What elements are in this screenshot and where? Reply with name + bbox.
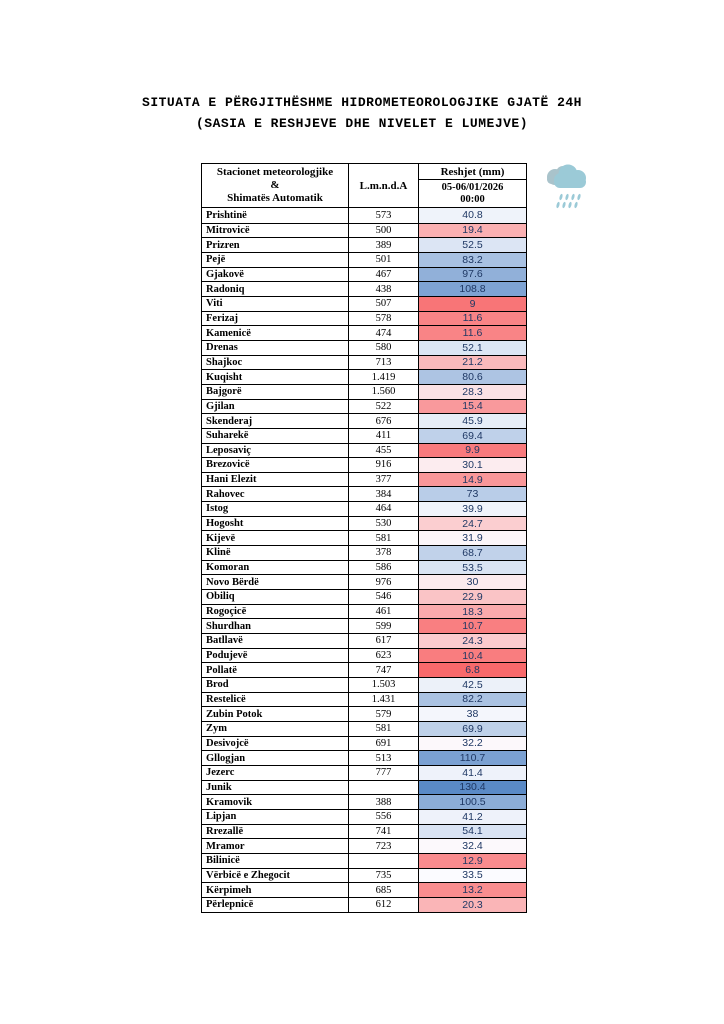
station-name-cell: Leposaviç	[202, 444, 349, 458]
elevation-cell: 378	[349, 546, 419, 560]
elevation-cell: 500	[349, 224, 419, 238]
rainfall-value-cell: 52.1	[419, 341, 526, 355]
table-body	[202, 208, 526, 912]
elevation-cell: 691	[349, 737, 419, 751]
table-row	[202, 853, 526, 868]
station-name-cell: Skenderaj	[202, 414, 349, 428]
rainfall-value-cell: 20.3	[419, 898, 526, 912]
station-name-cell: Rahovec	[202, 487, 349, 501]
table-row	[202, 252, 526, 267]
rainfall-value-cell: 41.4	[419, 766, 526, 780]
elevation-cell: 411	[349, 429, 419, 443]
table-header-row	[202, 164, 526, 208]
station-name-cell: Rrezallë	[202, 825, 349, 839]
table-row	[202, 560, 526, 575]
header-rainfall	[419, 164, 526, 207]
station-name-cell: Bajgorë	[202, 385, 349, 399]
table-row	[202, 413, 526, 428]
station-name-cell: Obiliq	[202, 590, 349, 604]
elevation-cell: 777	[349, 766, 419, 780]
elevation-cell: 916	[349, 458, 419, 472]
table-row	[202, 574, 526, 589]
elevation-cell: 586	[349, 561, 419, 575]
rainfall-value-cell: 28.3	[419, 385, 526, 399]
rainfall-value-cell: 40.8	[419, 208, 526, 223]
station-name-cell: Kërpimeh	[202, 883, 349, 897]
station-name-cell: Klinë	[202, 546, 349, 560]
table-row	[202, 736, 526, 751]
station-name-cell: Gllogjan	[202, 751, 349, 765]
table-row	[202, 223, 526, 238]
elevation-cell: 384	[349, 487, 419, 501]
table-row	[202, 545, 526, 560]
station-name-cell: Zym	[202, 722, 349, 736]
rainfall-value-cell: 11.6	[419, 312, 526, 326]
elevation-cell: 389	[349, 238, 419, 252]
rainfall-value-cell: 10.4	[419, 649, 526, 663]
elevation-cell: 579	[349, 707, 419, 721]
rainfall-value-cell: 9	[419, 297, 526, 311]
table-row	[202, 589, 526, 604]
table-row	[202, 750, 526, 765]
rainfall-value-cell: 110.7	[419, 751, 526, 765]
rainfall-value-cell: 30	[419, 575, 526, 589]
page-title-line1: SITUATA E PËRGJITHËSHME HIDROMETEOROLOGJIKE GJATË 24H	[142, 95, 582, 110]
table-row	[202, 677, 526, 692]
rainfall-value-cell: 39.9	[419, 502, 526, 516]
station-name-cell: Prizren	[202, 238, 349, 252]
elevation-cell	[349, 854, 419, 868]
elevation-cell: 723	[349, 839, 419, 853]
table-row	[202, 838, 526, 853]
elevation-cell: 1.419	[349, 370, 419, 384]
station-name-cell: Mramor	[202, 839, 349, 853]
rainfall-value-cell: 73	[419, 487, 526, 501]
rainfall-value-cell: 38	[419, 707, 526, 721]
rainfall-value-cell: 32.2	[419, 737, 526, 751]
elevation-cell: 377	[349, 473, 419, 487]
table-row	[202, 399, 526, 414]
page-title	[0, 92, 724, 134]
table-row	[202, 237, 526, 252]
station-name-cell: Bilinicë	[202, 854, 349, 868]
table-row	[202, 706, 526, 721]
rainfall-value-cell: 83.2	[419, 253, 526, 267]
table-row	[202, 208, 526, 223]
station-name-cell: Përlepnicë	[202, 898, 349, 912]
elevation-cell: 623	[349, 649, 419, 663]
station-name-cell: Vërbicë e Zhegocit	[202, 869, 349, 883]
rainfall-value-cell: 69.9	[419, 722, 526, 736]
elevation-cell: 581	[349, 531, 419, 545]
station-name-cell: Desivojcë	[202, 737, 349, 751]
elevation-cell: 461	[349, 605, 419, 619]
station-name-cell: Restelicë	[202, 693, 349, 707]
table-row	[202, 486, 526, 501]
elevation-cell: 573	[349, 208, 419, 223]
elevation-cell: 612	[349, 898, 419, 912]
table-row	[202, 325, 526, 340]
table-row	[202, 267, 526, 282]
elevation-cell: 741	[349, 825, 419, 839]
station-name-cell: Pollatë	[202, 663, 349, 677]
station-name-cell: Shurdhan	[202, 619, 349, 633]
header-rainfall-title: Reshjet (mm)	[419, 164, 526, 180]
elevation-cell: 388	[349, 795, 419, 809]
header-stations	[202, 164, 349, 207]
rainfall-value-cell: 11.6	[419, 326, 526, 340]
rainfall-value-cell: 42.5	[419, 678, 526, 692]
station-name-cell: Kamenicë	[202, 326, 349, 340]
rainfall-value-cell: 6.8	[419, 663, 526, 677]
elevation-cell: 713	[349, 356, 419, 370]
station-name-cell: Lipjan	[202, 810, 349, 824]
rainfall-value-cell: 13.2	[419, 883, 526, 897]
station-name-cell: Shajkoc	[202, 356, 349, 370]
rainfall-value-cell: 82.2	[419, 693, 526, 707]
header-elevation-label: L.m.n.d.A	[359, 179, 408, 192]
elevation-cell: 522	[349, 400, 419, 414]
station-name-cell: Hogosht	[202, 517, 349, 531]
table-row	[202, 780, 526, 795]
station-name-cell: Junik	[202, 781, 349, 795]
station-name-cell: Istog	[202, 502, 349, 516]
table-row	[202, 472, 526, 487]
elevation-cell: 578	[349, 312, 419, 326]
rainfall-value-cell: 54.1	[419, 825, 526, 839]
table-row	[202, 794, 526, 809]
station-name-cell: Ferizaj	[202, 312, 349, 326]
elevation-cell: 501	[349, 253, 419, 267]
elevation-cell: 513	[349, 751, 419, 765]
rainfall-value-cell: 24.7	[419, 517, 526, 531]
station-name-cell: Komoran	[202, 561, 349, 575]
rainfall-value-cell: 97.6	[419, 268, 526, 282]
rainfall-value-cell: 14.9	[419, 473, 526, 487]
station-name-cell: Suharekë	[202, 429, 349, 443]
table-row	[202, 765, 526, 780]
rainfall-value-cell: 100.5	[419, 795, 526, 809]
station-name-cell: Podujevë	[202, 649, 349, 663]
rainfall-value-cell: 24.3	[419, 634, 526, 648]
header-rainfall-date: 05-06/01/2026	[441, 181, 504, 193]
table-row	[202, 662, 526, 677]
rainfall-value-cell: 68.7	[419, 546, 526, 560]
rainfall-value-cell: 41.2	[419, 810, 526, 824]
rainfall-value-cell: 45.9	[419, 414, 526, 428]
elevation-cell	[349, 781, 419, 795]
page-title-line2: (SASIA E RESHJEVE DHE NIVELET E LUMEJVE)	[195, 116, 529, 131]
elevation-cell: 464	[349, 502, 419, 516]
rainfall-value-cell: 130.4	[419, 781, 526, 795]
rainfall-value-cell: 69.4	[419, 429, 526, 443]
station-name-cell: Brod	[202, 678, 349, 692]
elevation-cell: 581	[349, 722, 419, 736]
elevation-cell: 599	[349, 619, 419, 633]
rainfall-value-cell: 52.5	[419, 238, 526, 252]
table-row	[202, 443, 526, 458]
station-name-cell: Hani Elezit	[202, 473, 349, 487]
station-name-cell: Novo Bërdë	[202, 575, 349, 589]
table-row	[202, 868, 526, 883]
rainfall-value-cell: 15.4	[419, 400, 526, 414]
table-row	[202, 457, 526, 472]
rainfall-value-cell: 32.4	[419, 839, 526, 853]
rain-cloud-icon	[540, 161, 594, 224]
rainfall-value-cell: 21.2	[419, 356, 526, 370]
elevation-cell: 580	[349, 341, 419, 355]
header-stations-line3: Shimatës Automatik	[227, 192, 323, 204]
rainfall-value-cell: 30.1	[419, 458, 526, 472]
rainfall-value-cell: 53.5	[419, 561, 526, 575]
elevation-cell: 1.560	[349, 385, 419, 399]
station-name-cell: Viti	[202, 297, 349, 311]
station-name-cell: Radoniq	[202, 282, 349, 296]
rainfall-value-cell: 19.4	[419, 224, 526, 238]
station-name-cell: Batllavë	[202, 634, 349, 648]
header-rainfall-time: 00:00	[460, 193, 485, 205]
rainfall-value-cell: 12.9	[419, 854, 526, 868]
station-name-cell: Jezerc	[202, 766, 349, 780]
elevation-cell: 507	[349, 297, 419, 311]
rainfall-value-cell: 9.9	[419, 444, 526, 458]
header-rainfall-period	[419, 180, 526, 207]
station-name-cell: Brezovicë	[202, 458, 349, 472]
elevation-cell: 467	[349, 268, 419, 282]
station-name-cell: Kuqisht	[202, 370, 349, 384]
elevation-cell: 556	[349, 810, 419, 824]
table-row	[202, 648, 526, 663]
station-name-cell: Gjakovë	[202, 268, 349, 282]
elevation-cell: 1.431	[349, 693, 419, 707]
table-row	[202, 604, 526, 619]
station-name-cell: Rogoçicë	[202, 605, 349, 619]
elevation-cell: 747	[349, 663, 419, 677]
rainfall-value-cell: 18.3	[419, 605, 526, 619]
table-row	[202, 311, 526, 326]
table-row	[202, 897, 526, 912]
rainfall-value-cell: 108.8	[419, 282, 526, 296]
table-row	[202, 530, 526, 545]
table-row	[202, 296, 526, 311]
rainfall-value-cell: 22.9	[419, 590, 526, 604]
elevation-cell: 685	[349, 883, 419, 897]
elevation-cell: 455	[349, 444, 419, 458]
rainfall-value-cell: 31.9	[419, 531, 526, 545]
table-row	[202, 428, 526, 443]
table-row	[202, 384, 526, 399]
station-name-cell: Drenas	[202, 341, 349, 355]
table-row	[202, 721, 526, 736]
elevation-cell: 1.503	[349, 678, 419, 692]
rainfall-value-cell: 33.5	[419, 869, 526, 883]
table-row	[202, 618, 526, 633]
rainfall-table	[201, 163, 527, 913]
elevation-cell: 530	[349, 517, 419, 531]
table-row	[202, 692, 526, 707]
elevation-cell: 474	[349, 326, 419, 340]
header-stations-line1: Stacionet meteorologjike	[216, 166, 334, 178]
station-name-cell: Kijevë	[202, 531, 349, 545]
station-name-cell: Zubin Potok	[202, 707, 349, 721]
station-name-cell: Prishtinë	[202, 208, 349, 223]
table-row	[202, 355, 526, 370]
header-elevation	[349, 164, 419, 207]
rainfall-value-cell: 10.7	[419, 619, 526, 633]
header-stations-line2: &	[270, 179, 280, 191]
elevation-cell: 676	[349, 414, 419, 428]
table-row	[202, 633, 526, 648]
elevation-cell: 438	[349, 282, 419, 296]
elevation-cell: 617	[349, 634, 419, 648]
station-name-cell: Pejë	[202, 253, 349, 267]
elevation-cell: 546	[349, 590, 419, 604]
table-row	[202, 824, 526, 839]
table-row	[202, 809, 526, 824]
rainfall-value-cell: 80.6	[419, 370, 526, 384]
table-row	[202, 340, 526, 355]
table-row	[202, 882, 526, 897]
station-name-cell: Gjilan	[202, 400, 349, 414]
table-row	[202, 501, 526, 516]
table-row	[202, 516, 526, 531]
station-name-cell: Mitrovicë	[202, 224, 349, 238]
rain-drops	[556, 194, 581, 209]
table-row	[202, 369, 526, 384]
elevation-cell: 735	[349, 869, 419, 883]
table-row	[202, 281, 526, 296]
elevation-cell: 976	[349, 575, 419, 589]
station-name-cell: Kramovik	[202, 795, 349, 809]
